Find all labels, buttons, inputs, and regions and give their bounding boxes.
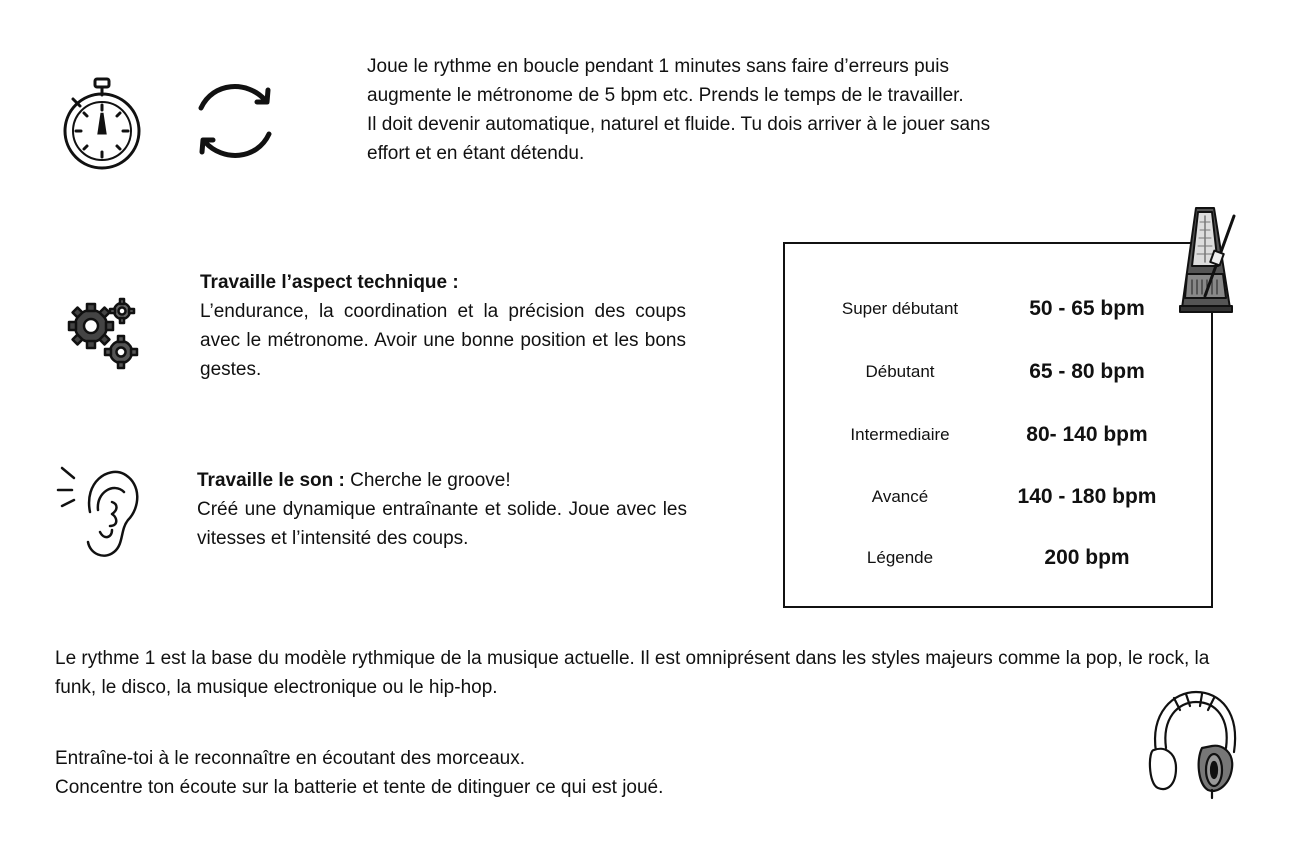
tempo-bpm: 200 bpm [1044,546,1130,569]
tempo-row [785,289,1211,329]
bottom-instructions [55,744,955,802]
intro-line: augmente le métronome de 5 bpm etc. Prends le temps de le travailler. [367,85,964,106]
ear-icon [56,460,148,562]
intro-line: Il doit devenir automatique, naturel et fluide. Tu dois arriver à le jouer sans [367,114,991,135]
stopwatch-icon [60,75,144,171]
instruction-line: Concentre ton écoute sur la batterie et tente de ditinguer ce qui est joué. [55,777,664,798]
tempo-bpm: 65 - 80 bpm [1029,360,1145,383]
tempo-level: Débutant [865,362,935,381]
tempo-row [785,477,1211,517]
tempo-level: Légende [866,548,934,567]
intro-paragraph [367,52,1167,168]
tempo-row [785,538,1211,578]
intro-line: effort et en étant détendu. [367,143,585,164]
tempo-bpm: 50 - 65 bpm [1029,297,1145,320]
tempo-bpm: 140 - 180 bpm [1017,485,1157,508]
instruction-line: Entraîne-toi à le reconnaître en écoutant des morceaux. [55,748,525,769]
technique-body: L’endurance, la coordination et la précision des coups avec le métronome. Avoir une bonne position et les bons gestes. [200,301,686,380]
gears-icon [66,298,144,372]
technique-title: Travaille l’aspect technique : [200,272,459,293]
sound-body: Créé une dynamique entraînante et solide. Joue avec les vitesses et l’intensité des coups. [197,499,687,549]
tempo-row [785,352,1211,392]
sound-lead: Cherche le groove! [344,470,511,491]
tempo-row [785,415,1211,455]
sound-title: Travaille le son : [197,470,345,491]
metronome-icon [1178,204,1240,316]
intro-line: Joue le rythme en boucle pendant 1 minutes sans faire d’erreurs puis [367,56,949,77]
tempo-level: Intermediaire [850,425,950,444]
tempo-level: Super débutant [841,299,959,318]
repeat-arrows-icon [195,78,275,164]
headphones-icon [1146,688,1242,800]
sound-paragraph [197,466,687,553]
technique-paragraph [200,268,686,384]
bottom-paragraph: Le rythme 1 est la base du modèle rythmique de la musique actuelle. Il est omniprésent dans les styles majeurs comme la pop, le rock, la funk, le disco, la musique electronique ou le hip-hop. [55,648,1210,698]
tempo-level: Avancé [871,487,929,506]
tempo-table [783,242,1213,608]
tempo-bpm: 80- 140 bpm [1026,423,1148,446]
